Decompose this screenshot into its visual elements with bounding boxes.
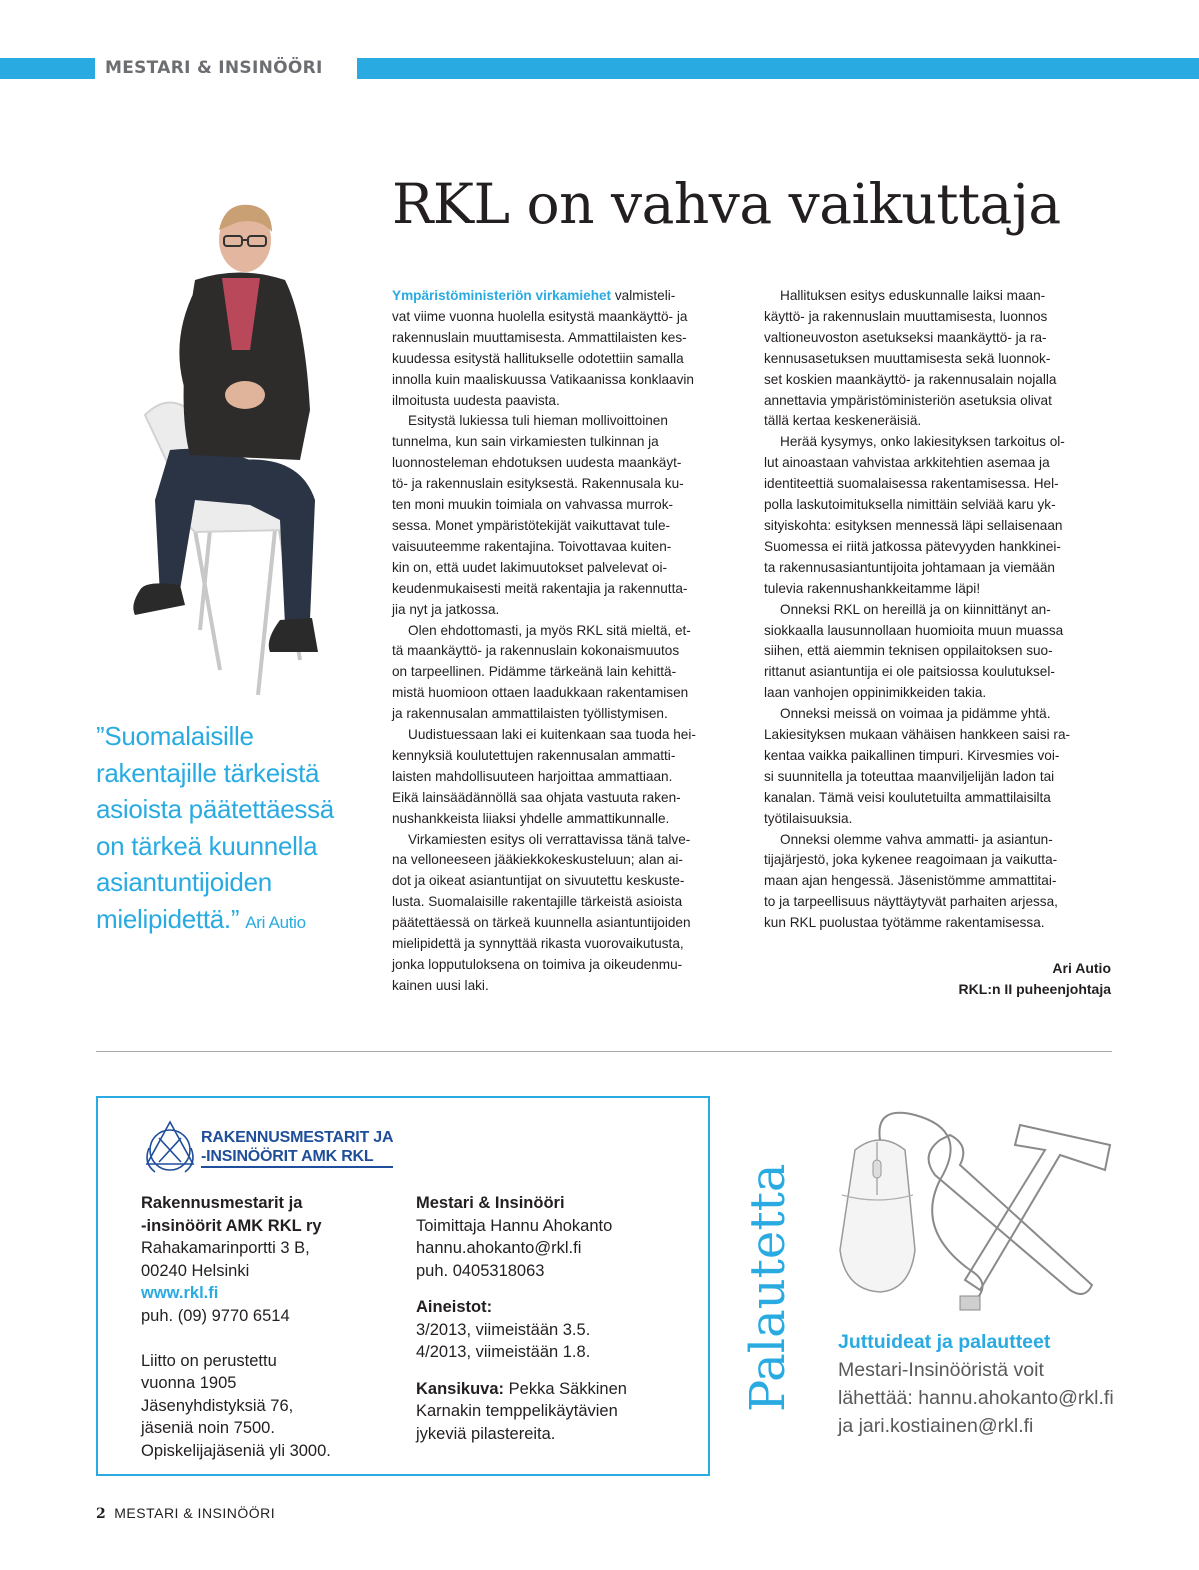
author-photo: [100, 200, 360, 695]
signature-title: RKL:n II puheenjohtaja: [958, 981, 1111, 997]
rkl-logo-wordmark: RAKENNUSMESTARIT JA -INSINÖÖRIT AMK RKL: [201, 1129, 394, 1165]
info-box: [96, 1096, 710, 1476]
rkl-logo-icon: [141, 1118, 199, 1176]
feedback-text: Juttuideat ja palautteet Mestari-Insinööristä voit lähettää: hannu.ahokanto@rkl.fi ja jari.kostiainen@rkl.fi: [838, 1328, 1114, 1440]
feedback-email-2[interactable]: ja jari.kostiainen@rkl.fi: [838, 1415, 1034, 1437]
editor-email[interactable]: hannu.ahokanto@rkl.fi: [416, 1239, 582, 1257]
article-column-1: [392, 286, 747, 997]
feedback-email-1[interactable]: lähettää: hannu.ahokanto@rkl.fi: [838, 1387, 1114, 1409]
article-column-2: [764, 286, 1124, 934]
paragraph: Esitystä lukiessa tuli hieman mollivoittoinen tunnelma, kun sain virkamiesten tulkinnan ja luonnosteleman ehdotuksen uudesta maankäyt- tö- ja rakennuslain esityksestä. Rakennusala ku- ten moni muukin toimiala on vahvassa murrok- sessa. Monet ympäristötekijät vaikuttavat tule- vaisuuteemme rakentajina. Toivottavaa kuiten- kin on, että uudet lakimuutokset palvelevat oi- keudenmukaisesti meitä rakentajia ja rakennutta- jia nyt ja jatkossa.: [392, 413, 688, 617]
paragraph: Olen ehdottomasti, ja myös RKL sitä mieltä, et- tä maankäyttö- ja rakennuslain kokonaismuutos on tarpeellinen. Pidämme tärkeänä lain kehittä- mistä huomioon ottaen laadukkaan rakentamisen ja rakennusalan ammattilaisten työllistymisen.: [392, 622, 691, 722]
mouse-tools-illustration: [820, 1100, 1120, 1315]
article-title: RKL on vahva vaikuttaja: [392, 172, 1061, 236]
paragraph: Ympäristöministeriön virkamiehet valmisteli- vat viime vuonna huolella esitystä maankäyttö- ja rakennuslain muuttamisesta. Ammattilaisten kes- kuudessa esitystä hallitukselle odotettiin samalla innolla kuin maaliskuussa Vatikaanissa konklaavin ilmoitusta uudesta paavista.: [392, 288, 694, 408]
section-label: MESTARI & INSINÖÖRI: [95, 56, 357, 81]
website-link[interactable]: www.rkl.fi: [141, 1284, 219, 1302]
lead-in: Ympäristöministeriön virkamiehet: [392, 288, 612, 303]
paragraph: Onneksi meissä on voimaa ja pidämme yhtä. Lakiesityksen mukaan vähäisen hankkeen saisi ra- kentaa vaikka paikallinen timpuri. Kirvesmies voi- si suunnitella ja toteuttaa maanviljelijän ladon tai kanalan. Tämä veisi koulutetuilta ammattilaisilta työtilaisuuksia.: [764, 706, 1071, 826]
paragraph: Herää kysymys, onko lakiesityksen tarkoitus ol- lut ainoastaan vahvistaa arkkitehtien asemaa ja identiteettiä suomalaisessa rakentamisessa. Hel- polla laskutoimituksella nimittäin selviää karu yk- sityiskohta: esityksen mennessä läpi sellaisenaan Suomessa ei riitä jatkossa pätevyyden hankkinei- ta rakennusasiantuntijoita johtamaan ja viemään tulevia rakennushankkeitamme läpi!: [764, 434, 1065, 596]
paragraph: Hallituksen esitys eduskunnalle laiksi maan- käyttö- ja rakennuslain muuttamisesta, luonnos valtioneuvoston asetukseksi maankäyttö- ja ra- kennusasetuksen muuttamisesta sekä luonnok- set koskien maankäyttö- ja rakennusalain nojalla annettavia ympäristöministeriön asetuksia olivat tällä kertaa keskeneräisiä.: [764, 288, 1057, 429]
paragraph: Virkamiesten esitys oli verrattavissa tänä talve- na velloneeseen jääkiekkokeskusteluun; alan ai- dot ja oikeat asiantuntijat on sivuutettu keskuste- lusta. Suomalaisille rakentajille tärkeistä asioista päätettäessä on tärkeä kuunnella asiantuntijoiden mielipidettä ja synnyttää rikasta vuorovaikutusta, jonka lopputuloksena on toimiva ja oikeudenmu- kainen uusi laki.: [392, 831, 691, 993]
footer-publication: MESTARI & INSINÖÖRI: [114, 1505, 276, 1521]
header-bar-left: [0, 58, 95, 79]
page-number: 2: [96, 1506, 107, 1522]
signature-name: Ari Autio: [1052, 960, 1111, 976]
paragraph: Onneksi olemme vahva ammatti- ja asiantun- tijajärjestö, joka kykenee reagoimaan ja vaikutta- maan ajan hengessä. Jäsenistömme ammattitai- to ja tarpeellisuus näyttäytyvät parhaiten arjessa, kun RKL puolustaa työtämme rakentamisessa.: [764, 831, 1058, 931]
pull-quote: ”Suomalaisille rakentajille tärkeistä asioista päätettäessä on tärkeä kuunnella asiantuntijoiden mielipidettä.” Ari Autio: [96, 721, 334, 934]
logo-underline: [201, 1166, 393, 1168]
header-bar-right: [357, 58, 1199, 79]
magazine-contact: Mestari & Insinööri Toimittaja Hannu Ahokanto hannu.ahokanto@rkl.fi puh. 0405318063 Aineistot: 3/2013, viimeistään 3.5. 4/2013, viimeistään 1.8. Kansikuva: Pekka Säkkinen Karnakin temppelikäytävien jykeviä pilastereita.: [416, 1194, 627, 1443]
author-signature: [959, 958, 1111, 1000]
paragraph: Uudistuessaan laki ei kuitenkaan saa tuoda hei- kennyksiä koulutettujen rakennusalan ammatti- laisten mahdollisuuteen harjoittaa ammattiaan. Eikä lainsäädännöllä saa ohjata vastuuta raken- nushankkeista liiaksi yhdelle ammattikunnalle.: [392, 727, 696, 826]
feedback-heading: Juttuideat ja palautteet: [838, 1331, 1051, 1353]
org-contact: Rakennusmestarit ja -insinöörit AMK RKL ry Rahakamarinportti 3 B, 00240 Helsinki www.rkl.fi puh. (09) 9770 6514 Liitto on perustettu vuonna 1905 Jäsenyhdistyksiä 76, jäseniä noin 7500. Opiskelijajäseniä yli 3000.: [141, 1194, 331, 1460]
section-divider: [96, 1051, 1112, 1052]
feedback-vertical-label: Palautetta: [740, 1163, 796, 1412]
page-footer: [96, 1505, 275, 1522]
paragraph: Onneksi RKL on hereillä ja on kiinnittänyt an- siokkaalla lausunnollaan huomioita muun muassa siihen, että aiemmin teknisen oppilaitoksen suo- rittanut asiantuntija ei ole paitsiossa koulutuksel- laan vanhojen oppinimikkeiden takia.: [764, 601, 1064, 701]
quote-attribution: Ari Autio: [245, 912, 306, 932]
